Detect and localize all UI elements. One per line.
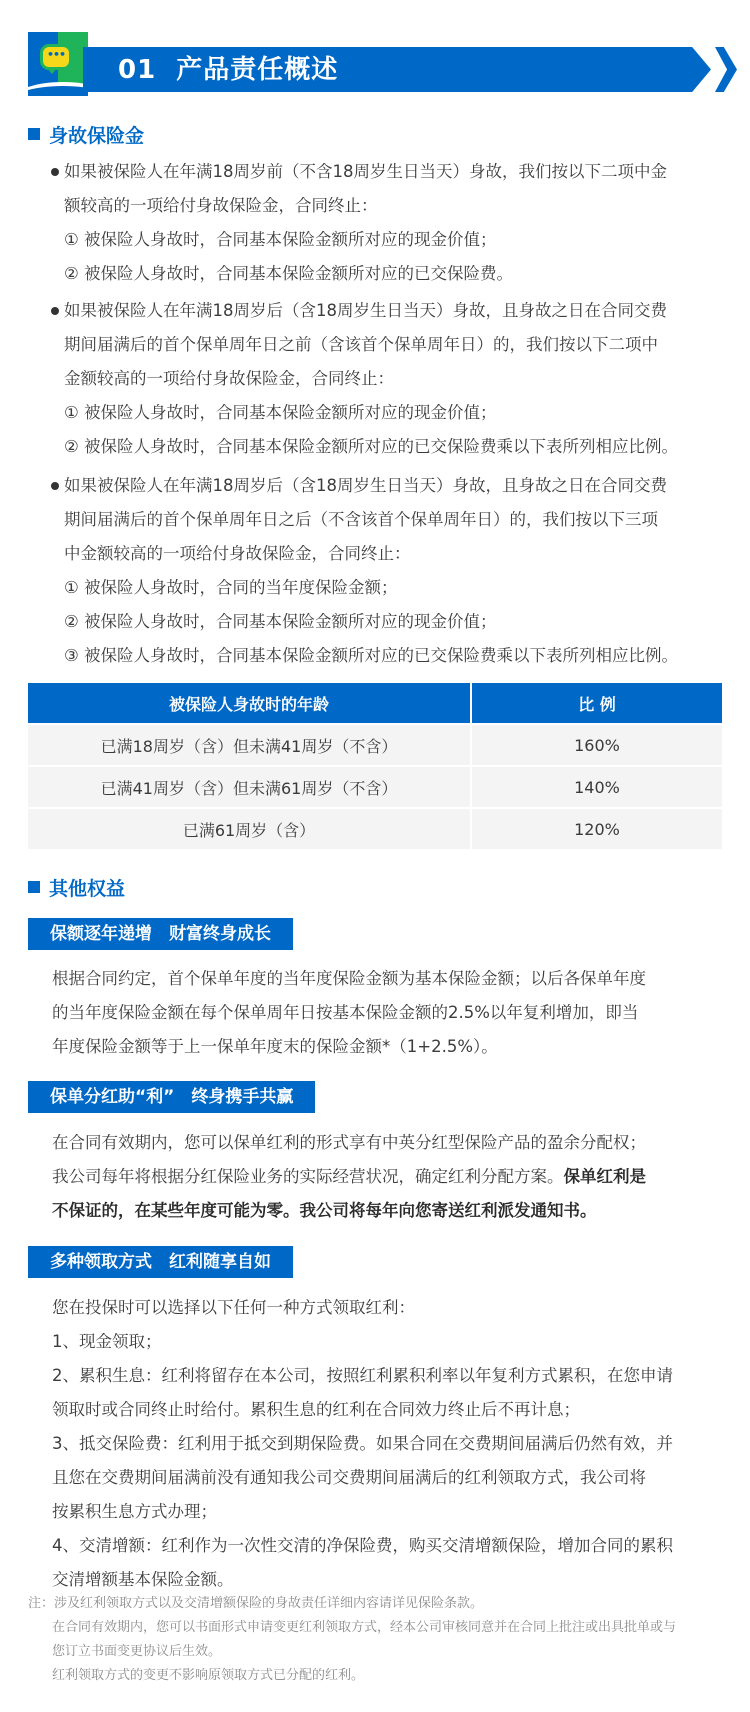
age-cell: 已满41周岁（含）但未满61周岁（不含） [28,766,471,808]
dividend-disclaimer-bold: 不保证的，在某些年度可能为零。我公司将每年向您寄送红利派发通知书。 [52,1201,597,1220]
ratio-cell: 140% [471,766,722,808]
bullet-dot-icon [51,168,59,176]
age-cell: 已满18周岁（含）但未满41周岁（不含） [28,724,471,766]
death-benefit-clause-2: 如果被保险人在年满18周岁后（含18周岁生日当天）身故，且身故之日在合同交费 期间届满后的首个保单周年日之前（含该首个保单周年日）的，我们按以下二项中 金额较高的一项给付身故保险金，合同终止： ① 被保险人身故时，合同基本保险金额所对应的现金价值； ② 被保险人身故时，合同基本保险金额所对应的已交保险费乘以下表所列相应比例。 [64,301,679,456]
subsection-tag-sum-insured-growth: 保额逐年递增 财富终身成长 [28,918,293,950]
death-benefit-clause-1: 如果被保险人在年满18周岁前（不含18周岁生日当天）身故，我们按以下二项中金 额较高的一项给付身故保险金，合同终止： ① 被保险人身故时，合同基本保险金额所对应的现金价值； ② 被保险人身故时，合同基本保险金额所对应的已交保险费。 [64,162,667,283]
ratio-cell: 160% [471,724,722,766]
footnotes: 注：涉及红利领取方式以及交清增额保险的身故责任详细内容请详见保险条款。 在合同有效期内，您可以书面形式申请变更红利领取方式，经本公司审核同意并在合同上批注或出具批单或与 您订立书面变更协议后生效。 红利领取方式的变更不影响原领取方式已分配的红利。 [28,1596,677,1683]
table-row [28,808,722,849]
ratio-cell: 120% [471,808,722,849]
chat-bubble-icon: ••• [40,44,72,70]
payout-ratio-table [28,683,722,849]
badge-curve [28,82,88,96]
table-row [28,766,722,808]
section-heading-other-benefits: 其他权益 [28,877,125,901]
column-header-age: 被保险人身故时的年龄 [28,683,471,724]
subsection-tag-dividend: 保单分红助“利” 终身携手共赢 [28,1081,315,1113]
dividend-text: 在合同有效期内，您可以保单红利的形式享有中英分红型保险产品的盈余分配权； 我公司每年将根据分红保险业务的实际经营状况，确定红利分配方案。保单红利是 不保证的，在某些年度可能为零。我公司将每年向您寄送红利派发通知书。 [52,1126,646,1228]
section-heading-death-benefit: 身故保险金 [28,124,144,148]
table-row [28,724,722,766]
square-bullet-icon [28,128,40,140]
subsection-tag-payout-options: 多种领取方式 红利随享自如 [28,1246,293,1278]
table-header-row [28,683,722,724]
banner-badge [28,32,88,96]
note-label: 注： [28,1596,55,1611]
square-bullet-icon [28,881,40,893]
bullet-dot-icon [51,482,59,490]
chevron-right-icon [715,47,737,92]
age-cell: 已满61周岁（含） [28,808,471,849]
banner-number: 01 [118,55,157,85]
bullet-dot-icon [51,307,59,315]
banner-title-text: 产品责任概述 [176,55,339,85]
banner-title [118,50,338,90]
section-banner [28,32,728,96]
dividend-disclaimer-bold: 保单红利是 [563,1167,646,1186]
column-header-ratio: 比 例 [471,683,722,724]
death-benefit-clause-3: 如果被保险人在年满18周岁后（含18周岁生日当天）身故，且身故之日在合同交费 期间届满后的首个保单周年日之后（不含该首个保单周年日）的，我们按以下三项 中金额较高的一项给付身故保险金，合同终止： ① 被保险人身故时，合同的当年度保险金额； ② 被保险人身故时，合同基本保险金额所对应的现金价值； ③ 被保险人身故时，合同基本保险金额所对应的已交保险费乘以下表所列相应比例。 [64,476,679,665]
payout-options-text: 您在投保时可以选择以下任何一种方式领取红利： 1、现金领取； 2、累积生息：红利将留存在本公司，按照红利累积利率以年复利方式累积，在您申请 领取时或合同终止时给付。累积生息的红利在合同效力终止后不再计息； 3、抵交保险费：红利用于抵交到期保险费。如果合同在交费期间届满后仍然有效，并 且您在交费期间届满前没有通知我公司交费期间届满后的红利领取方式，我公司将 按累积生息方式办理； 4、交清增额：红利作为一次性交清的净保险费，购买交清增额保险，增加合同的累积 交清增额基本保险金额。 [52,1298,673,1589]
sum-insured-growth-text: 根据合同约定，首个保单年度的当年度保险金额为基本保险金额；以后各保单年度 的当年度保险金额在每个保单周年日按基本保险金额的2.5%以年复利增加，即当 年度保险金额等于上一保单年度末的保险金额*（1+2.5%）。 [52,969,646,1056]
